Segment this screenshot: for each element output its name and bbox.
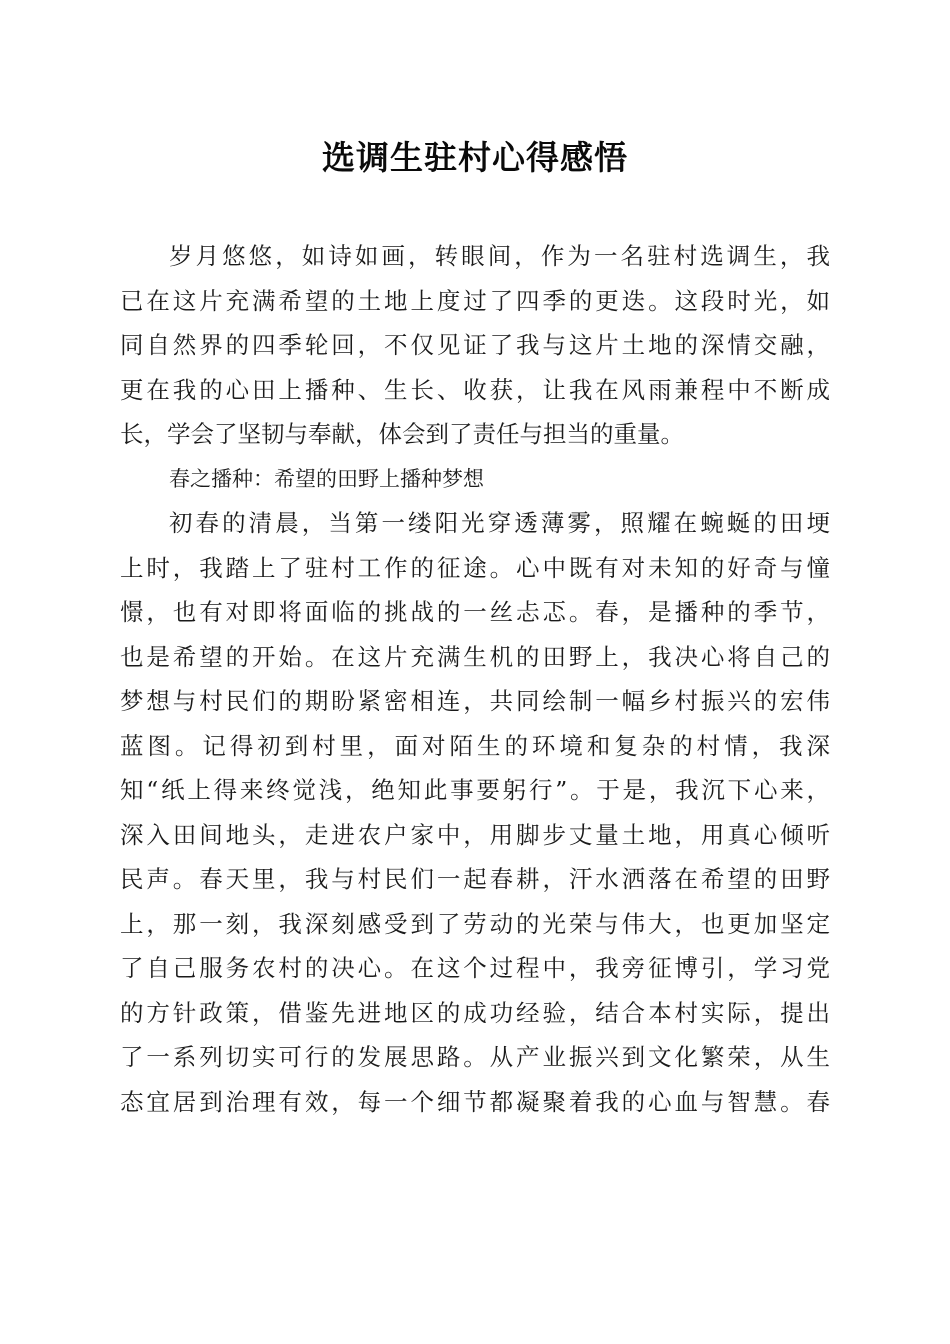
document-body: [120, 234, 830, 1124]
paragraph-2-line: 上，那一刻，我深刻感受到了劳动的光荣与伟大，也更加坚定: [120, 909, 830, 938]
paragraph-2-line: 态宜居到治理有效，每一个细节都凝聚着我的心血与智慧。春: [120, 1087, 830, 1116]
document-title: 选调生驻村心得感悟: [322, 138, 628, 177]
paragraph-2-line: 上时，我踏上了驻村工作的征途。心中既有对未知的好奇与憧: [120, 553, 830, 582]
paragraph-2-line: 了一系列切实可行的发展思路。从产业振兴到文化繁荣，从生: [120, 1043, 830, 1071]
paragraph-2-line: 蓝图。记得初到村里，面对陌生的环境和复杂的村情，我深: [120, 731, 830, 760]
paragraph-1-line: 已在这片充满希望的土地上度过了四季的更迭。这段时光，如: [120, 286, 830, 315]
paragraph-2-line: 民声。春天里，我与村民们一起春耕，汗水洒落在希望的田野: [120, 865, 830, 893]
paragraph-1-line: 岁月悠悠，如诗如画，转眼间，作为一名驻村选调生，我: [169, 242, 830, 270]
section-heading: 春之播种：希望的田野上播种梦想: [169, 466, 484, 491]
paragraph-2-line: 深入田间地头，走进农户家中，用脚步丈量土地，用真心倾听: [120, 820, 830, 849]
paragraph-2-line: 憬，也有对即将面临的挑战的一丝忐忑。春，是播种的季节，: [120, 598, 830, 626]
paragraph-1-line: 更在我的心田上播种、生长、收获，让我在风雨兼程中不断成: [120, 375, 830, 404]
paragraph-2-line: 梦想与村民们的期盼紧密相连，共同绘制一幅乡村振兴的宏伟: [120, 687, 830, 715]
paragraph-2-line: 知“纸上得来终觉浅，绝知此事要躬行”。于是，我沉下心来，: [120, 776, 830, 804]
paragraph-2-line: 初春的清晨，当第一缕阳光穿透薄雾，照耀在蜿蜒的田埂: [169, 509, 830, 537]
paragraph-2-line: 也是希望的开始。在这片充满生机的田野上，我决心将自己的: [120, 642, 830, 671]
paragraph-1-line: 长，学会了坚韧与奉献，体会到了责任与担当的重量。: [120, 420, 684, 448]
paragraph-1-line: 同自然界的四季轮回，不仅见证了我与这片土地的深情交融，: [120, 331, 830, 359]
paragraph-2-line: 了自己服务农村的决心。在这个过程中，我旁征博引，学习党: [120, 954, 830, 982]
paragraph-2-line: 的方针政策，借鉴先进地区的成功经验，结合本村实际，提出: [120, 998, 830, 1027]
